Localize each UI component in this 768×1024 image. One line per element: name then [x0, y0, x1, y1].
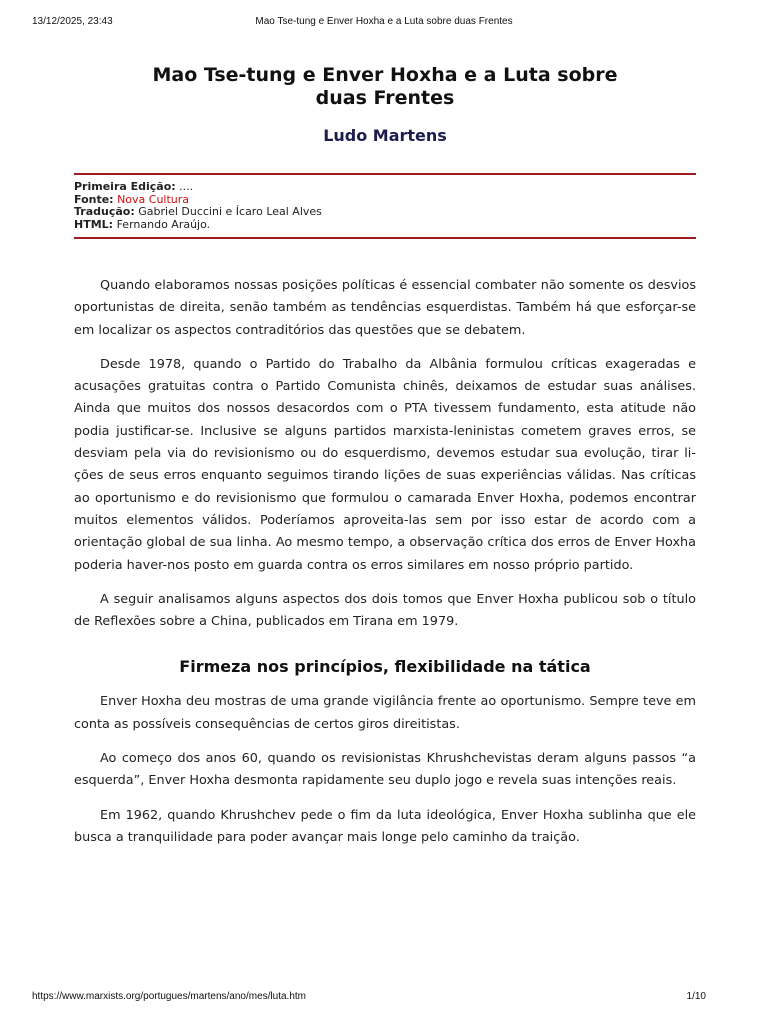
paragraph: Ao começo dos anos 60, quando os revisionistas Khrushchevistas deram alguns passos “a esquerda”, Enver Hoxha desmonta rapidamente seu duplo jogo e revela suas intenções reais.	[74, 751, 696, 789]
paragraph: Enver Hoxha deu mostras de uma grande vigilância frente ao oportunismo. Sempre teve em conta as possíveis consequências de certos giros direitistas.	[74, 694, 696, 732]
info-html-label: HTML:	[74, 217, 114, 231]
divider-bottom	[74, 237, 696, 239]
article-title: Mao Tse-tung e Enver Hoxha e a Luta sobre duas Frentes	[152, 64, 618, 109]
print-footer	[32, 991, 736, 1005]
paragraph: A seguir analisamos alguns aspectos dos dois tomos que Enver Hoxha publicou sob o título de Reflexões sobre a China, publicados em Tirana em 1979.	[74, 591, 696, 630]
info-edition-value: ....	[175, 180, 194, 193]
print-header	[32, 16, 736, 30]
info-source-link[interactable]: Nova Cultura	[117, 192, 190, 206]
article-body	[74, 275, 696, 849]
paragraph: Quando elaboramos nossas posições políticas é essencial combater não somente os desvios oportunistas de direita, senão também as tendências esquerdistas. Também há que esforçar-se em localizar os aspectos contraditórios das questões que se debatem.	[74, 278, 696, 338]
print-page-title: Mao Tse-tung e Enver Hoxha e a Luta sobre duas Frentes	[255, 16, 513, 27]
info-translation-value: Gabriel Duccini e Ícaro Leal Alves	[134, 205, 322, 218]
article	[74, 64, 696, 861]
print-url: https://www.marxists.org/portugues/martens/ano/mes/luta.htm	[32, 991, 306, 1002]
info-html	[74, 219, 696, 232]
info-html-value: Fernando Araújo.	[113, 217, 211, 231]
info-edition-label: Primeira Edição:	[74, 180, 176, 193]
info-translation-label: Tradução:	[74, 205, 135, 218]
paragraph: Desde 1978, quando o Partido do Trabalho da Albânia formulou críticas exageradas e acusações gratuitas contra o Partido Comunista chinês, deixamos de estudar suas análises. Ainda que muitos dos nossos desacordos com o PTA tivessem fundamento, esta atitude não podia justificar-se. Inclusive se alguns partidos marxista-leninistas cometem graves erros, se desviam pela via do revisionismo ou do esquerdismo, devemos estudar sua evolução, tirar lições de seus erros enquanto seguimos tirando lições de suas experiências válidas. Nas críticas ao oportunismo e do revisionismo que formulou o camarada Enver Hoxha, podemos encontrar muitos elementos válidos. Poderíamos aproveita-las sem por isso estar de acordo com a orientação global de sua linha. Ao mesmo tempo, a observação crítica dos erros de Enver Hoxha poderia haver-nos posto em guarda contra os erros similares em nosso próprio partido.	[74, 356, 696, 573]
paragraph: Em 1962, quando Khrushchev pede o fim da luta ideológica, Enver Hoxha sublinha que ele busca a tranquilidade para poder avançar mais longe pelo caminho da traição.	[74, 807, 696, 845]
section-heading: Firmeza nos princípios, flexibilidade na tática	[179, 657, 591, 677]
page-number: 1/10	[686, 991, 706, 1002]
info-source-label: Fonte:	[74, 192, 114, 206]
publication-info	[74, 175, 696, 237]
article-author: Ludo Martens	[323, 126, 447, 145]
print-date: 13/12/2025, 23:43	[32, 16, 113, 27]
